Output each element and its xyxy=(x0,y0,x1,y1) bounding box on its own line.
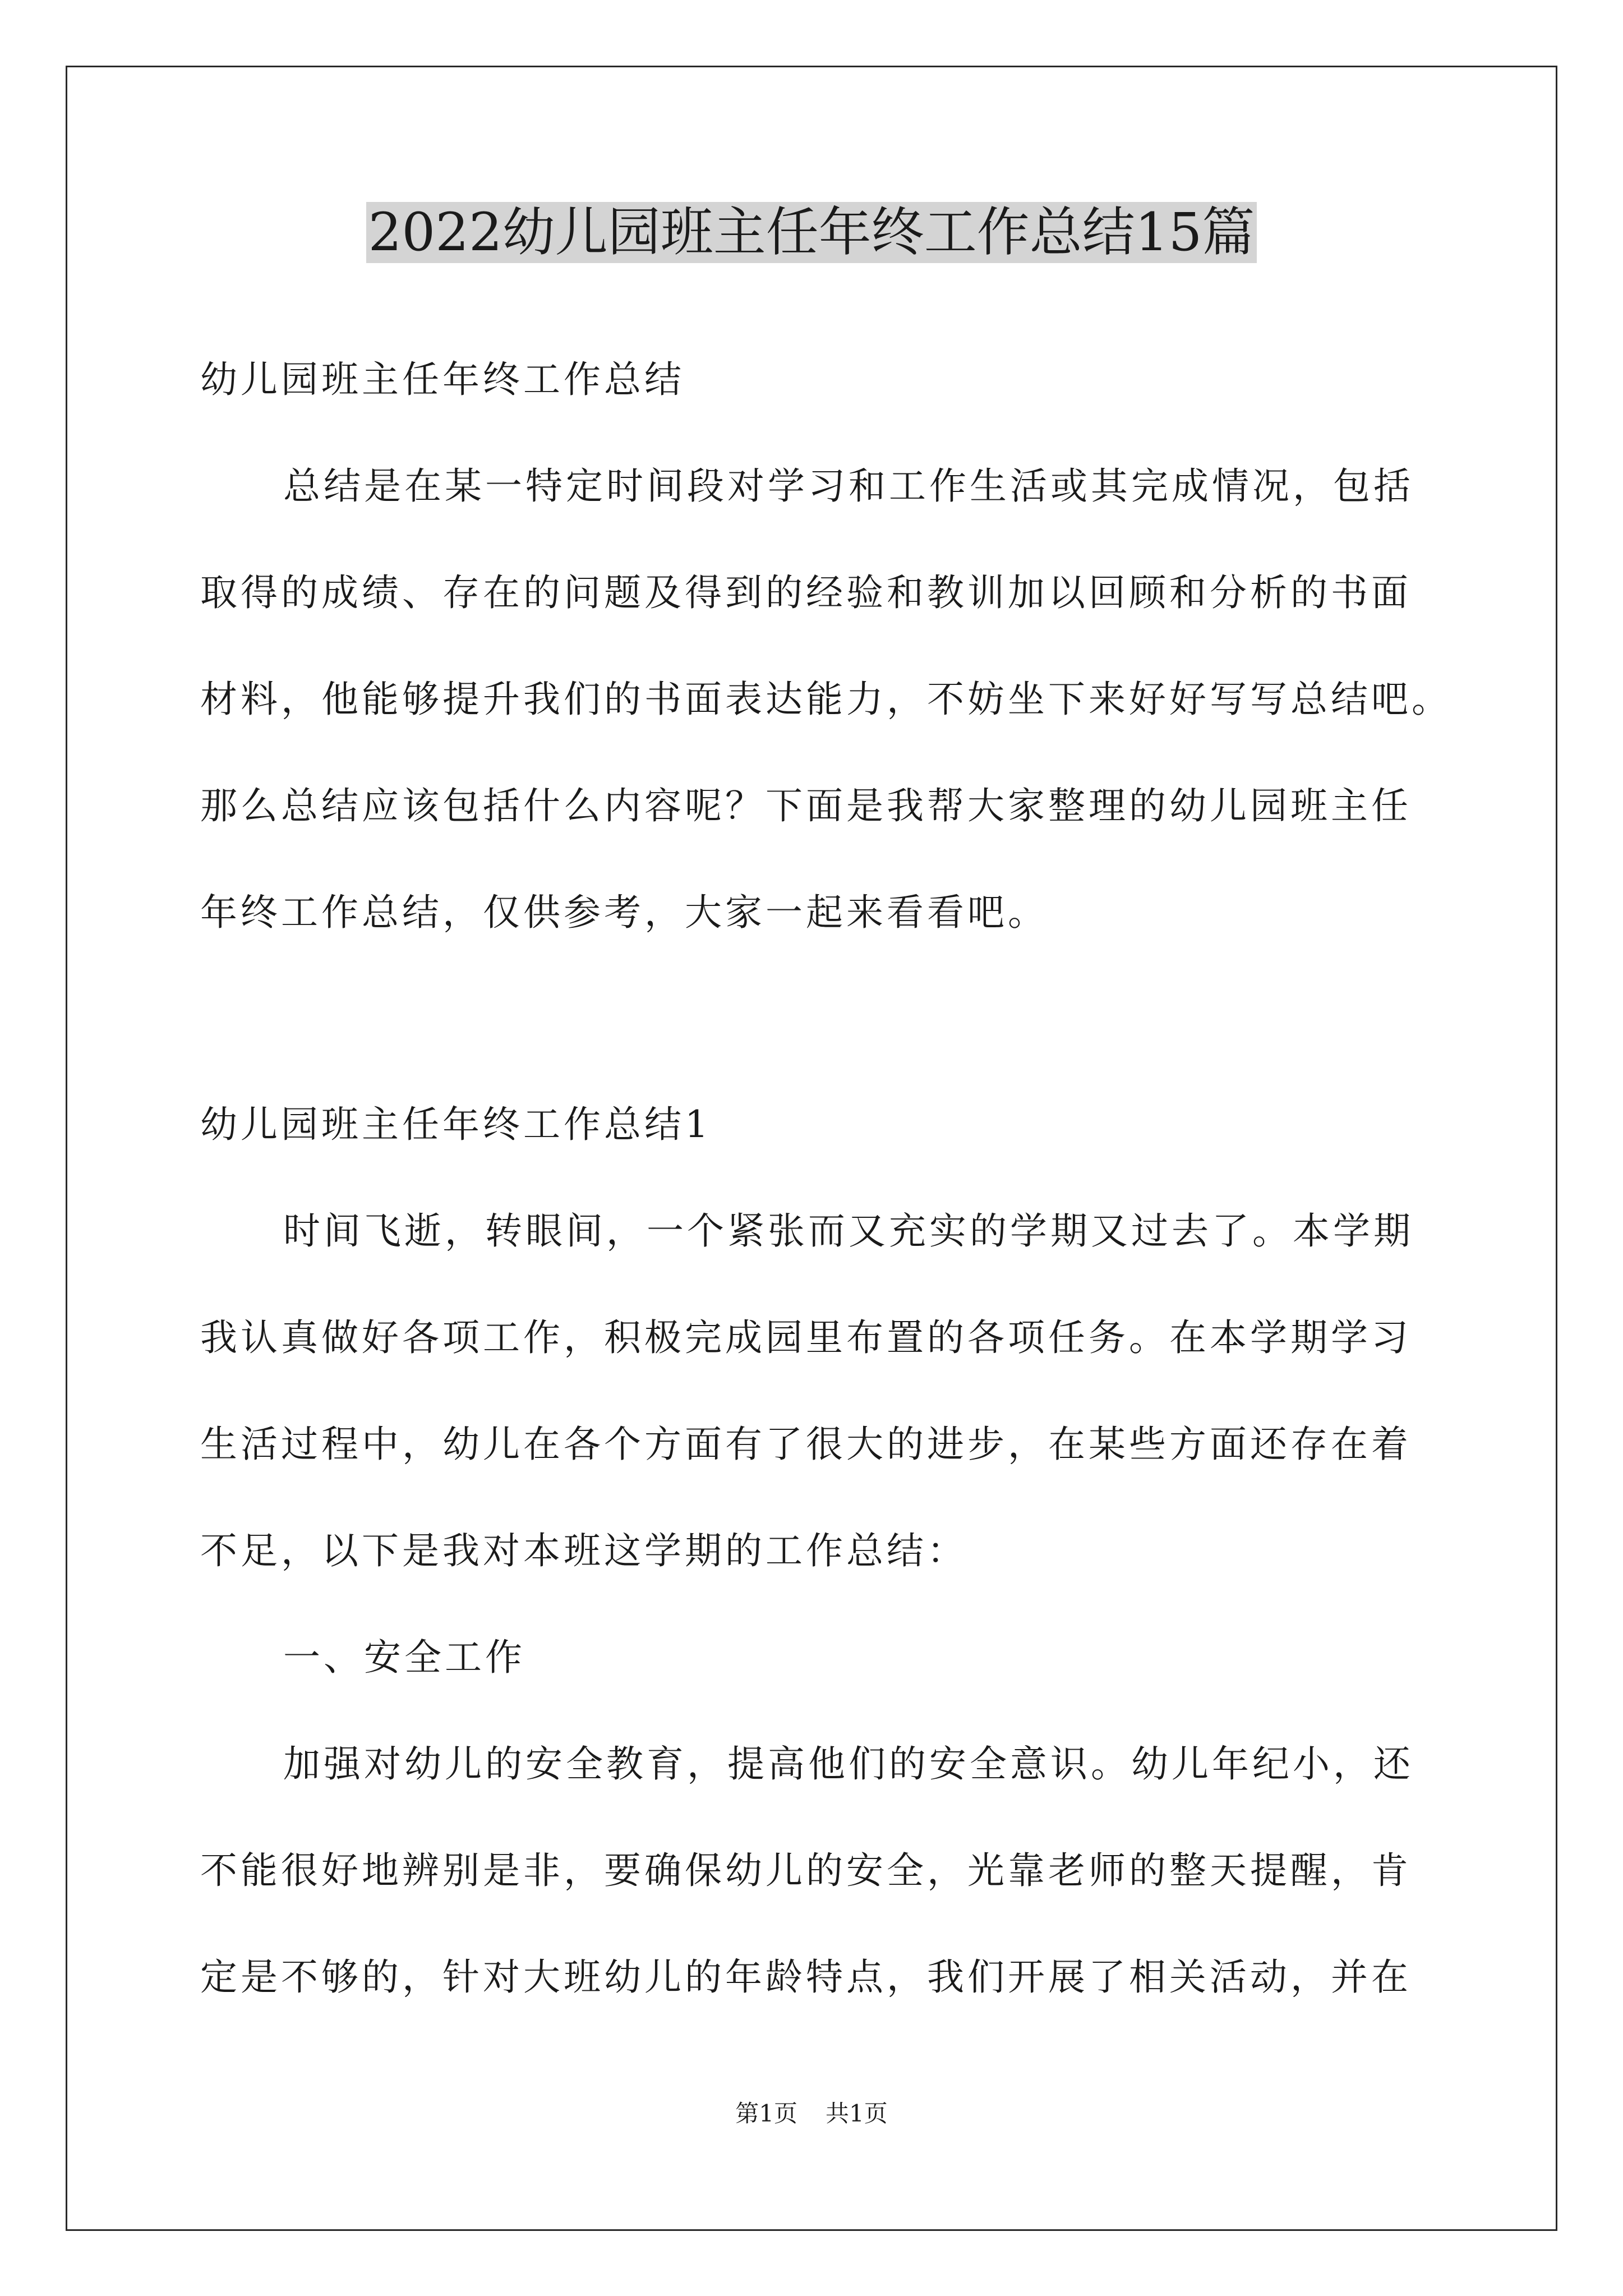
document-title-text: 2022幼儿园班主任年终工作总结15篇 xyxy=(366,202,1257,263)
section-paragraph-line: 不足，以下是我对本班这学期的工作总结： xyxy=(200,1529,967,1572)
section-paragraph-line: 生活过程中，幼儿在各个方面有了很大的进步，在某些方面还存在着 xyxy=(200,1423,1412,1466)
intro-line: 材料，他能够提升我们的书面表达能力，不妨坐下来好好写写总结吧。 xyxy=(200,678,1452,721)
page-footer xyxy=(0,2097,1623,2131)
intro-line: 年终工作总结，仅供参考，大家一起来看看吧。 xyxy=(200,891,1048,934)
subtitle: 幼儿园班主任年终工作总结 xyxy=(200,358,685,401)
page-total: 共1页 xyxy=(826,2100,888,2127)
intro-line: 取得的成绩、存在的问题及得到的经验和教训加以回顾和分析的书面 xyxy=(200,571,1412,614)
section-heading: 幼儿园班主任年终工作总结1 xyxy=(200,1103,712,1146)
page-number: 第1页 xyxy=(735,2100,797,2127)
part-paragraph-line: 定是不够的，针对大班幼儿的年龄特点，我们开展了相关活动，并在 xyxy=(200,1955,1412,1999)
section-paragraph-line: 时间飞逝，转眼间，一个紧张而又充实的学期又过去了。本学期 xyxy=(283,1209,1414,1253)
part-paragraph-line: 加强对幼儿的安全教育，提高他们的安全意识。幼儿年纪小，还 xyxy=(283,1742,1414,1786)
part-heading: 一、安全工作 xyxy=(283,1636,525,1679)
document-title xyxy=(0,196,1623,269)
intro-line: 那么总结应该包括什么内容呢？下面是我帮大家整理的幼儿园班主任 xyxy=(200,784,1412,827)
intro-line: 总结是在某一特定时间段对学习和工作生活或其完成情况，包括 xyxy=(283,464,1414,508)
section-paragraph-line: 我认真做好各项工作，积极完成园里布置的各项任务。在本学期学习 xyxy=(200,1316,1412,1359)
part-paragraph-line: 不能很好地辨别是非，要确保幼儿的安全，光靠老师的整天提醒，肯 xyxy=(200,1849,1412,1892)
